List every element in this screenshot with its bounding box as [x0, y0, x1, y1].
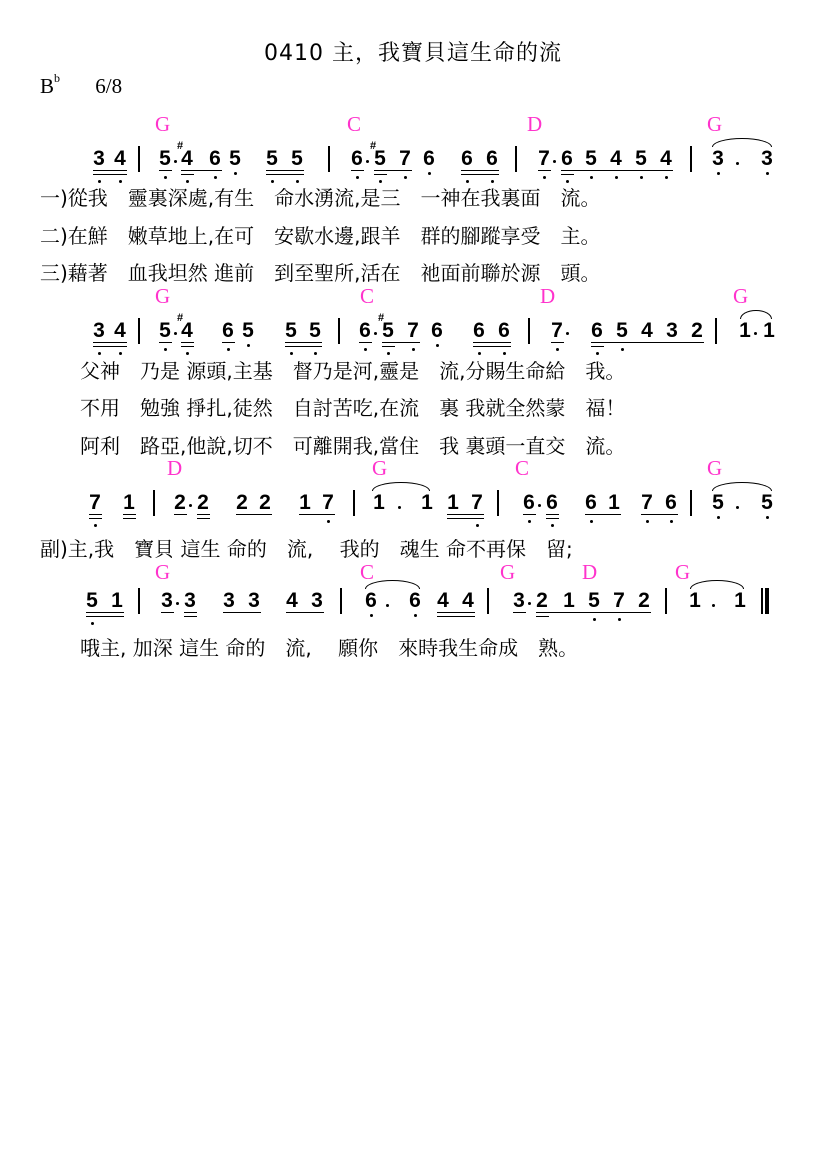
note: 3: [761, 147, 773, 170]
note: 4: [437, 589, 449, 612]
bar-line: [353, 490, 355, 516]
note: 3: [184, 589, 196, 612]
octave-dot-below: [717, 172, 720, 175]
tie-arc: [690, 580, 744, 589]
note: 4: [114, 147, 126, 170]
beam-underline: [161, 612, 174, 613]
octave-dot-below: [412, 348, 415, 351]
note: 4: [114, 319, 126, 342]
beam-underline: [546, 518, 559, 519]
beam-underline: [447, 518, 484, 519]
beam-underline: [181, 342, 194, 343]
bar-line: [690, 146, 692, 172]
beam-underline: [546, 514, 559, 515]
beam-underline: [382, 346, 395, 347]
note: 5: [382, 319, 394, 342]
beam-underline: [123, 514, 136, 515]
octave-dot-below: [91, 622, 94, 625]
final-barline: [765, 588, 769, 614]
bar-line: [515, 146, 517, 172]
octave-dot-below: [404, 176, 407, 179]
note: 1: [689, 589, 701, 612]
bar-line: [338, 318, 340, 344]
beam-underline: [374, 170, 412, 171]
chord-symbol: D: [582, 560, 598, 584]
octave-dot-below: [227, 348, 230, 351]
octave-dot-below: [476, 524, 479, 527]
beam-underline: [222, 342, 235, 343]
chord-symbol: G: [733, 284, 749, 308]
chord-symbol: C: [360, 284, 375, 308]
tie-arc: [365, 580, 420, 589]
beam-underline: [285, 342, 322, 343]
chord-symbol: C: [360, 560, 375, 584]
chord-symbol: G: [500, 560, 516, 584]
note: 5: [266, 147, 278, 170]
note: 5: [635, 147, 647, 170]
lyric-line: 三)藉著 血我坦然 進前 到至聖所,活在 祂面前聯於源 頭。: [40, 261, 601, 285]
beam-underline: [89, 514, 102, 515]
chord-symbol: G: [155, 284, 171, 308]
beam-underline: [473, 346, 511, 347]
octave-dot-below: [551, 524, 554, 527]
chord-symbol: D: [167, 456, 183, 480]
beam-underline: [461, 170, 499, 171]
note: 3: [161, 589, 173, 612]
note: 6: [523, 491, 535, 514]
octave-dot-below: [646, 520, 649, 523]
augmentation-dot: [398, 506, 401, 509]
note: 4: [462, 589, 474, 612]
note: 6: [546, 491, 558, 514]
note: 6: [209, 147, 221, 170]
sharp-sign: #: [177, 312, 184, 324]
note: 5: [229, 147, 241, 170]
note: 5: [285, 319, 297, 342]
note: 1: [734, 589, 746, 612]
note: 1: [763, 319, 775, 342]
note: 3: [513, 589, 525, 612]
beam-underline: [86, 616, 124, 617]
note: 2: [536, 589, 548, 612]
octave-dot-below: [640, 176, 643, 179]
chord-symbol: C: [515, 456, 530, 480]
octave-dot-below: [164, 348, 167, 351]
note: 1: [299, 491, 311, 514]
note: 7: [613, 589, 625, 612]
lyric-line: 不用 勉強 掙扎,徒然 自討苦吃,在流 裏 我就全然蒙 福！: [80, 396, 626, 420]
beam-underline: [447, 514, 484, 515]
chord-symbol: G: [155, 112, 171, 136]
octave-dot-below: [214, 176, 217, 179]
beam-underline: [181, 174, 194, 175]
note: 5: [588, 589, 600, 612]
key-label: B: [40, 74, 55, 98]
beam-underline: [93, 170, 127, 171]
octave-dot-below: [414, 614, 417, 617]
note: 2: [691, 319, 703, 342]
augmentation-dot: [553, 160, 556, 163]
octave-dot-below: [528, 520, 531, 523]
octave-dot-below: [428, 172, 431, 175]
beam-underline: [159, 342, 172, 343]
note: 6: [431, 319, 443, 342]
note: 6: [423, 147, 435, 170]
beam-underline: [89, 518, 102, 519]
note: 5: [86, 589, 98, 612]
bar-line: [138, 146, 140, 172]
beam-underline: [299, 514, 335, 515]
beam-underline: [223, 612, 261, 613]
beam-underline: [374, 174, 387, 175]
bar-line: [340, 588, 342, 614]
note: 4: [660, 147, 672, 170]
sharp-sign: #: [177, 140, 184, 152]
beam-underline: [551, 342, 564, 343]
augmentation-dot: [176, 602, 179, 605]
beam-underline: [513, 612, 526, 613]
note: 3: [93, 319, 105, 342]
octave-dot-below: [621, 348, 624, 351]
chord-symbol: G: [372, 456, 388, 480]
chord-symbol: G: [707, 112, 723, 136]
beam-underline: [641, 514, 678, 515]
octave-dot-below: [543, 176, 546, 179]
bar-line: [328, 146, 330, 172]
note: 2: [174, 491, 186, 514]
augmentation-dot: [366, 160, 369, 163]
lyric-line: 二)在鮮 嫩草地上,在可 安歇水邊,跟羊 群的腳蹤享受 主。: [40, 224, 601, 248]
bar-line: [487, 588, 489, 614]
beam-underline: [86, 612, 124, 613]
octave-dot-below: [327, 520, 330, 523]
chord-symbol: G: [675, 560, 691, 584]
beam-underline: [184, 616, 197, 617]
note: 2: [638, 589, 650, 612]
augmentation-dot: [712, 604, 715, 607]
tie-arc: [740, 310, 772, 319]
augmentation-dot: [374, 332, 377, 335]
note: 6: [591, 319, 603, 342]
note: 4: [181, 147, 193, 170]
note: 7: [551, 319, 563, 342]
note: 5: [309, 319, 321, 342]
bar-line: [497, 490, 499, 516]
bar-line: [528, 318, 530, 344]
note: 5: [585, 147, 597, 170]
beam-underline: [538, 170, 551, 171]
bar-line: [153, 490, 155, 516]
octave-dot-below: [247, 344, 250, 347]
note: 3: [311, 589, 323, 612]
note: 7: [322, 491, 334, 514]
augmentation-dot: [538, 504, 541, 507]
beam-underline: [635, 170, 673, 171]
note: 7: [471, 491, 483, 514]
note: 7: [89, 491, 101, 514]
beam-underline: [93, 342, 127, 343]
chord-symbol: D: [527, 112, 543, 136]
beam-underline: [236, 514, 272, 515]
note: 6: [665, 491, 677, 514]
beam-underline: [585, 514, 621, 515]
beam-underline: [285, 346, 322, 347]
note: 6: [359, 319, 371, 342]
note: 3: [666, 319, 678, 342]
note: 5: [159, 319, 171, 342]
note: 6: [561, 147, 573, 170]
bar-line: [138, 318, 140, 344]
octave-dot-below: [766, 516, 769, 519]
augmentation-dot: [736, 506, 739, 509]
augmentation-dot: [174, 332, 177, 335]
song-title: 0410 主，我寶貝這生命的流: [264, 41, 562, 66]
note: 6: [461, 147, 473, 170]
note: 5: [291, 147, 303, 170]
note: 6: [585, 491, 597, 514]
chord-symbol: D: [540, 284, 556, 308]
beam-underline: [159, 170, 172, 171]
beam-underline: [181, 346, 194, 347]
bar-line: [690, 490, 692, 516]
tie-arc: [712, 482, 772, 491]
beam-underline: [351, 170, 364, 171]
chord-symbol: C: [347, 112, 362, 136]
octave-dot-below: [665, 176, 668, 179]
beam-underline: [359, 342, 372, 343]
note: 2: [259, 491, 271, 514]
note: 1: [421, 491, 433, 514]
octave-dot-below: [717, 516, 720, 519]
octave-dot-below: [556, 348, 559, 351]
note: 3: [93, 147, 105, 170]
beam-underline: [93, 346, 127, 347]
augmentation-dot: [566, 332, 569, 335]
note: 1: [111, 589, 123, 612]
beam-underline: [197, 518, 210, 519]
note: 2: [236, 491, 248, 514]
lyric-line: 一)從我 靈裏深處,有生 命水湧流,是三 一神在我裏面 流。: [40, 186, 601, 210]
note: 1: [373, 491, 385, 514]
note: 4: [181, 319, 193, 342]
augmentation-dot: [189, 504, 192, 507]
octave-dot-below: [766, 172, 769, 175]
beam-underline: [461, 174, 499, 175]
note: 6: [409, 589, 421, 612]
bar-line: [715, 318, 717, 344]
octave-dot-below: [364, 348, 367, 351]
octave-dot-below: [590, 520, 593, 523]
key-time-signature: [40, 71, 123, 99]
note: 1: [739, 319, 751, 342]
note: 7: [641, 491, 653, 514]
note: 6: [351, 147, 363, 170]
beam-underline: [266, 170, 304, 171]
bar-line: [138, 588, 140, 614]
note: 6: [473, 319, 485, 342]
note: 5: [242, 319, 254, 342]
octave-dot-below: [164, 176, 167, 179]
note: 4: [286, 589, 298, 612]
beam-underline: [181, 170, 222, 171]
lyric-line: 阿利 路亞,他說,切不 可離開我,當住 我 裏頭一直交 流。: [80, 434, 626, 458]
chord-symbol: G: [155, 560, 171, 584]
lyric-line: 副)主,我 寶貝 這生 命的 流, 我的 魂生 命不再保 留;: [40, 537, 573, 561]
note: 6: [486, 147, 498, 170]
lyric-line: 父神 乃是 源頭,主基 督乃是河,靈是 流,分賜生命給 我。: [80, 359, 626, 383]
note: 3: [223, 589, 235, 612]
sharp-sign: #: [378, 312, 385, 324]
beam-underline: [93, 174, 127, 175]
beam-underline: [437, 616, 475, 617]
sharp-sign: #: [370, 140, 377, 152]
note: 3: [248, 589, 260, 612]
beam-underline: [382, 342, 420, 343]
octave-dot-below: [593, 618, 596, 621]
note: 1: [447, 491, 459, 514]
beam-underline: [123, 518, 136, 519]
note: 6: [222, 319, 234, 342]
octave-dot-below: [234, 172, 237, 175]
beam-underline: [286, 612, 324, 613]
note: 6: [498, 319, 510, 342]
beam-underline: [613, 612, 651, 613]
tie-arc: [372, 482, 430, 491]
note: 7: [407, 319, 419, 342]
beam-underline: [184, 612, 197, 613]
flat-sign: b: [54, 71, 61, 85]
note: 5: [616, 319, 628, 342]
lyric-line: 哦主, 加深 這生 命的 流, 願你 來時我生命成 熟。: [80, 636, 579, 660]
note: 7: [399, 147, 411, 170]
note: 5: [712, 491, 724, 514]
beam-underline: [591, 346, 604, 347]
bar-line: [665, 588, 667, 614]
note: 5: [761, 491, 773, 514]
note: 1: [123, 491, 135, 514]
note: 5: [159, 147, 171, 170]
augmentation-dot: [174, 160, 177, 163]
beam-underline: [523, 514, 536, 515]
tie-arc: [712, 138, 772, 147]
octave-dot-below: [370, 614, 373, 617]
chord-symbol: G: [707, 456, 723, 480]
note: 5: [374, 147, 386, 170]
augmentation-dot: [386, 604, 389, 607]
note: 1: [563, 589, 575, 612]
beam-underline: [266, 174, 304, 175]
octave-dot-below: [670, 520, 673, 523]
note: 6: [365, 589, 377, 612]
octave-dot-below: [618, 618, 621, 621]
note: 2: [197, 491, 209, 514]
note: 1: [608, 491, 620, 514]
augmentation-dot: [736, 162, 739, 165]
octave-dot-below: [615, 176, 618, 179]
beam-underline: [536, 616, 549, 617]
octave-dot-below: [356, 176, 359, 179]
note: 7: [538, 147, 550, 170]
octave-dot-below: [94, 524, 97, 527]
beam-underline: [561, 174, 574, 175]
octave-dot-below: [436, 344, 439, 347]
note: 4: [610, 147, 622, 170]
final-barline: [761, 588, 763, 614]
beam-underline: [666, 342, 704, 343]
augmentation-dot: [754, 332, 757, 335]
octave-dot-below: [590, 176, 593, 179]
time-signature: 6/8: [95, 74, 123, 98]
beam-underline: [174, 514, 187, 515]
beam-underline: [473, 342, 511, 343]
beam-underline: [197, 514, 210, 515]
augmentation-dot: [528, 602, 531, 605]
note: 4: [641, 319, 653, 342]
beam-underline: [437, 612, 475, 613]
note: 3: [712, 147, 724, 170]
